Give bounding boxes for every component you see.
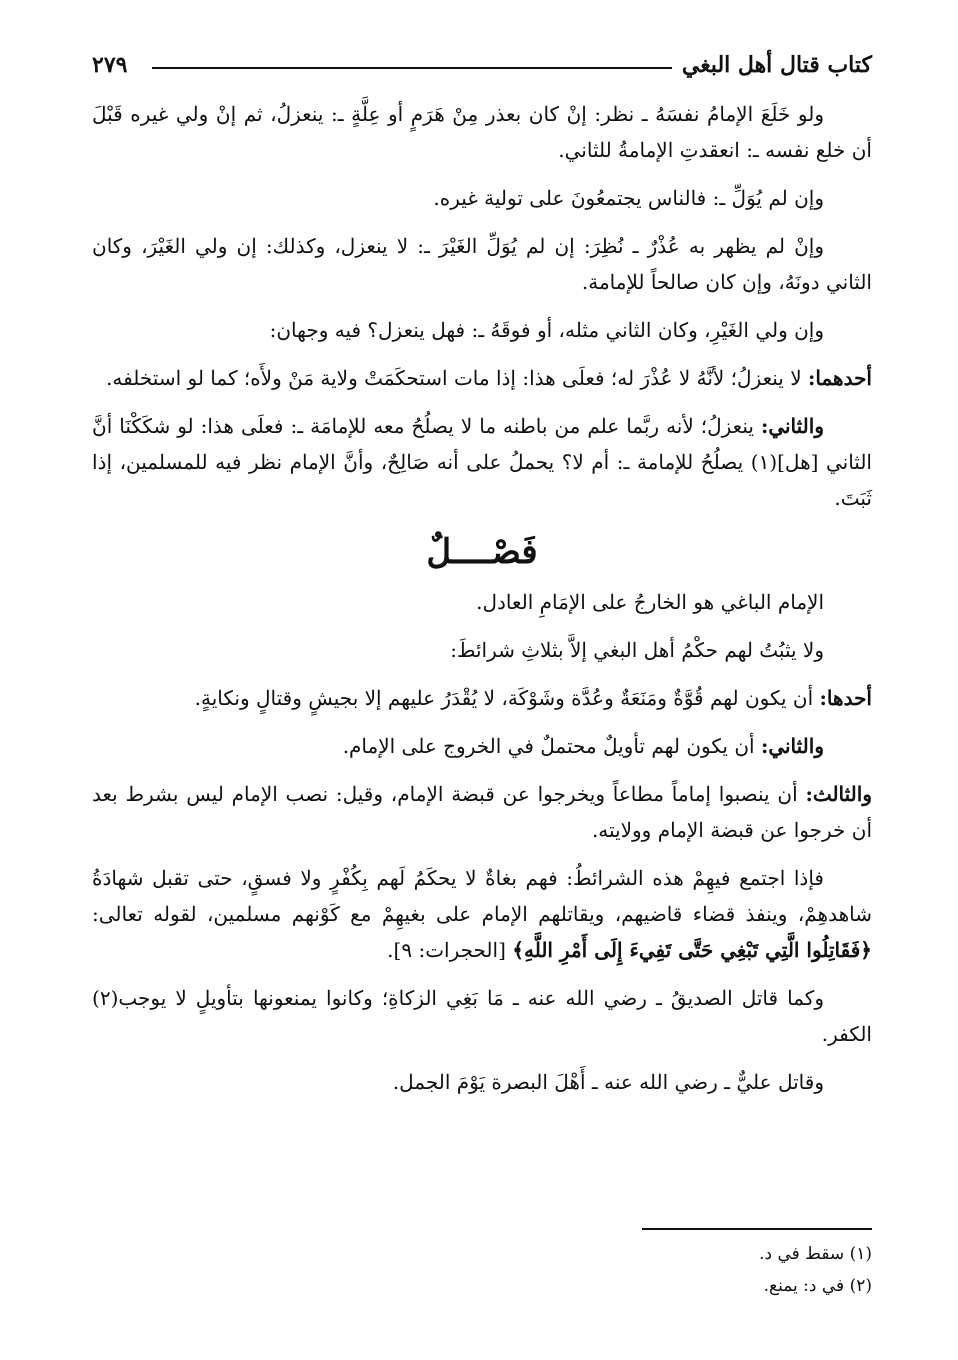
paragraph — [92, 96, 872, 168]
paragraph-text: الإمام الباغي هو الخارجُ على الإمَامِ العادل. — [476, 590, 824, 614]
quran-verse: ﴿فَقَاتِلُوا الَّتِي تَبْغِي حَتَّى تَفِيءَ إِلَى أَمْرِ اللَّهِ﴾ — [512, 938, 872, 962]
paragraph-text: وقاتل عليٌّ ـ رضي الله عنه ـ أَهْلَ البصرة يَوْمَ الجمل. — [392, 1070, 824, 1094]
paragraph — [92, 1064, 872, 1100]
paragraph — [92, 360, 872, 396]
paragraph-lead: والثالث: — [805, 782, 872, 806]
paragraph — [92, 408, 872, 516]
paragraph-text: وإن ولي الغَيْرِ، وكان الثاني مثله، أو فوقَهُ ـ: فهل ينعزل؟ فيه وجهان: — [269, 318, 824, 342]
footnote: (٢) في د: يمنع. — [763, 1276, 872, 1296]
paragraph-text: وإن لم يُوَلِّ ـ: فالناس يجتمعُونَ على تولية غيره. — [433, 186, 824, 210]
paragraph-lead: والثاني: — [760, 414, 824, 438]
paragraph — [92, 728, 872, 764]
paragraph — [92, 584, 872, 620]
paragraph-text: أن ينصبوا إماماً مطاعاً ويخرجوا عن قبضة الإمام، وقيل: نصب الإمام ليس بشرط بعد أن خرجوا عن قبضة الإمام وولايته. — [92, 782, 872, 842]
paragraph — [92, 632, 872, 668]
paragraph-lead: أحدها: — [819, 686, 872, 710]
paragraph-text: ينعزلُ؛ لأنه ربَّما علم من باطنه ما لا يصلُحُ معه للإمامَة ـ: فعلَى هذا: لو شكَكْنَا أنَّ الثاني [هل](١) يصلُحُ للإمامة ـ: أم لا؟ يحملُ على أنه صَالِحٌ، وأنَّ الإمام نظر فيه للمسلمين، إذا ثَبَتَ. — [92, 414, 872, 510]
footnote-rule — [642, 1228, 872, 1230]
paragraph — [92, 860, 872, 968]
paragraph-text: فإذا اجتمع فيهِمْ هذه الشرائطُ: فهم بغاةٌ لا يحكَمُ لَهم بِكُفْرٍ ولا فسقٍ، حتى تقبل شهادَةُ شاهدهِمْ، وينفذ قضاء قاضيهم، ويقاتلهم الإمام على بغيهِمْ مع كَوْنهم مسلمين، لقوله تعالى: — [92, 866, 872, 926]
footnotes — [472, 1238, 872, 1302]
paragraph-text: أن يكون لهم قُوَّةٌ ومَنَعَةٌ وعُدَّة وشَوْكَة، لا يُقْدَرُ عليهم إلا بجيشٍ وقتالٍ ونكايةٍ. — [194, 686, 820, 710]
paragraph — [92, 680, 872, 716]
paragraph-text: لا ينعزلُ؛ لأنَّهُ لا عُذْرَ له؛ فعلَى هذا: إذا مات استحكَمَتْ ولاية مَنْ ولأَه؛ كما لو استخلفه. — [106, 366, 808, 390]
paragraph-text: وكما قاتل الصديقُ ـ رضي الله عنه ـ مَا بَغِي الزكاةِ؛ وكانوا يمنعونها بتأويلٍ لا يوجب(٢) الكفر. — [92, 986, 872, 1046]
paragraph — [92, 980, 872, 1052]
paragraph-text: أن يكون لهم تأويلٌ محتملٌ في الخروج على الإمام. — [342, 734, 761, 758]
section-heading: فَصْــــلٌ — [426, 532, 538, 572]
paragraph — [92, 180, 872, 216]
paragraph-lead: أحدهما: — [807, 366, 872, 390]
verse-reference: [الحجرات: ٩]. — [387, 938, 513, 962]
paragraph-text: ولا يثبُتُ لهم حكْمُ أهل البغي إلاَّ بثلاثِ شرائطَ: — [450, 638, 824, 662]
page-number: ٢٧٩ — [92, 52, 128, 78]
paragraph-text: ولو خَلَعَ الإمامُ نفسَهُ ـ نظر: إنْ كان بعذر مِنْ هَرَمٍ أو عِلَّةٍ ـ: ينعزلُ، ثم إنْ ولي غيره قَبْلَ أن خلع نفسه ـ: انعقدتِ الإمامةُ للثاني. — [92, 102, 872, 162]
paragraph-text: وإنْ لم يظهر به عُذْرٌ ـ نُظِرَ: إن لم يُوَلِّ الغَيْرَ ـ: لا ينعزل، وكذلك: إن ولي الغَيْرَ، وكان الثاني دونَهُ، وإن كان صالحاً للإمامة. — [92, 234, 872, 294]
paragraph — [92, 776, 872, 848]
header-rule — [152, 67, 672, 69]
running-header — [92, 52, 872, 82]
page-body — [92, 96, 872, 1112]
chapter-title: كتاب قتال أهل البغي — [681, 52, 872, 78]
paragraph — [92, 312, 872, 348]
paragraph-lead: والثاني: — [760, 734, 824, 758]
footnote: (١) سقط في د. — [759, 1244, 872, 1264]
paragraph — [92, 228, 872, 300]
